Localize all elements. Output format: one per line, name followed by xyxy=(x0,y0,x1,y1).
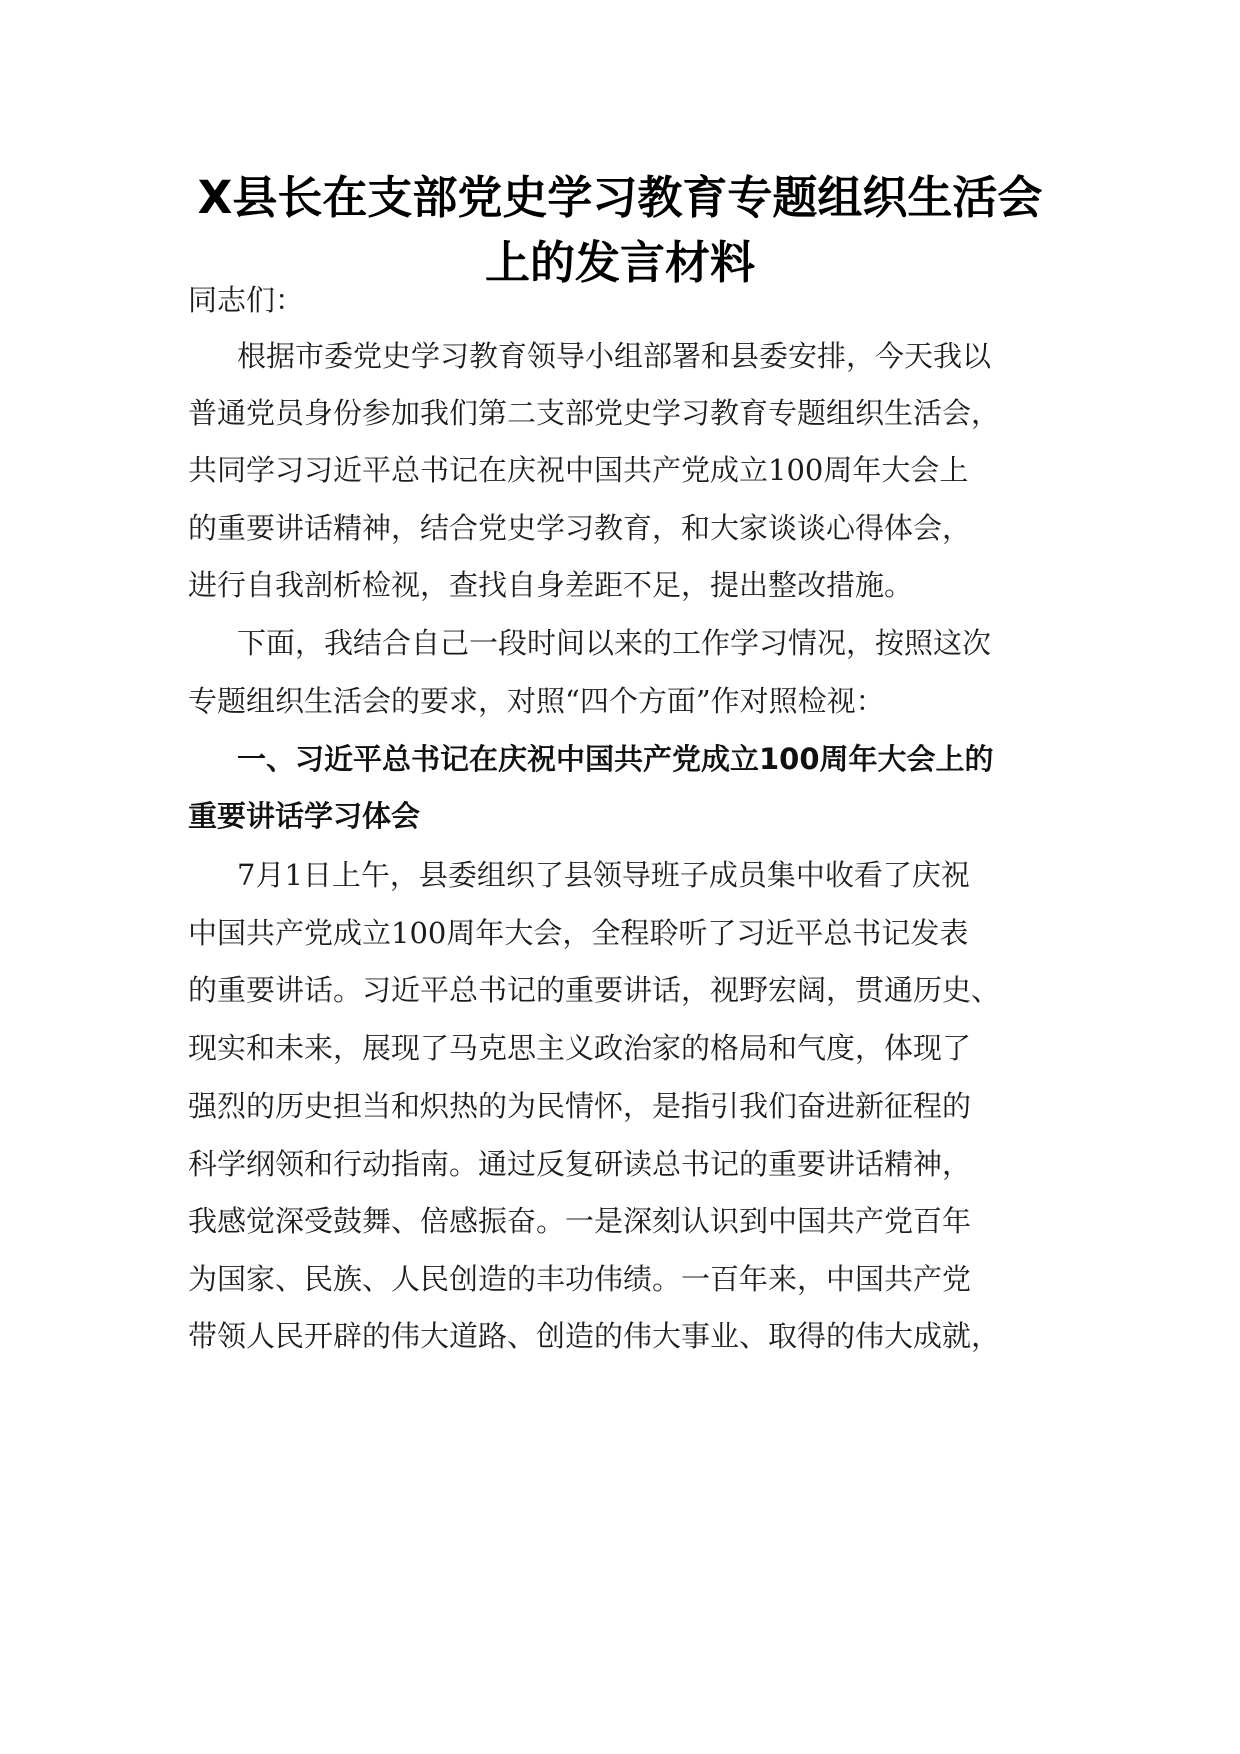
paragraph-2-line-1: 下面，我结合自己一段时间以来的工作学习情况，按照这次 xyxy=(237,626,992,660)
salutation: 同志们： xyxy=(188,283,305,317)
paragraph-3-line-1: 7月1日上午，县委组织了县领导班子成员集中收看了庆祝 xyxy=(237,858,970,892)
paragraph-1-line-1: 根据市委党史学习教育领导小组部署和县委安排，今天我以 xyxy=(237,339,992,373)
paragraph-1-line-5: 进行自我剖析检视，查找自身差距不足，提出整改措施。 xyxy=(188,568,914,602)
paragraph-3-line-3: 的重要讲话。习近平总书记的重要讲话，视野宏阔，贯通历史、 xyxy=(188,973,1001,1007)
paragraph-3-line-5: 强烈的历史担当和炽热的为民情怀，是指引我们奋进新征程的 xyxy=(188,1089,972,1123)
paragraph-3-line-7: 我感觉深受鼓舞、倍感振奋。一是深刻认识到中国共产党百年 xyxy=(188,1204,972,1238)
document-title-line-2: 上的发言材料 xyxy=(484,236,755,289)
document-title-line-1: X县长在支部党史学习教育专题组织生活会 xyxy=(197,171,1043,224)
paragraph-3-line-2: 中国共产党成立100周年大会，全程聆听了习近平总书记发表 xyxy=(188,916,969,950)
paragraph-3-line-6: 科学纲领和行动指南。通过反复研读总书记的重要讲话精神， xyxy=(188,1147,972,1181)
paragraph-3-line-4: 现实和未来，展现了马克思主义政治家的格局和气度，体现了 xyxy=(188,1031,972,1065)
paragraph-1-line-3: 共同学习习近平总书记在庆祝中国共产党成立100周年大会上 xyxy=(188,453,969,487)
section-heading-1-line-1: 一、习近平总书记在庆祝中国共产党成立100周年大会上的 xyxy=(237,742,994,776)
paragraph-3-line-9: 带领人民开辟的伟大道路、创造的伟大事业、取得的伟大成就， xyxy=(188,1319,1001,1353)
paragraph-2-line-2: 专题组织生活会的要求，对照“四个方面”作对照检视： xyxy=(188,684,885,718)
section-heading-1-line-2: 重要讲话学习体会 xyxy=(188,799,421,833)
paragraph-1-line-2: 普通党员身份参加我们第二支部党史学习教育专题组织生活会， xyxy=(188,396,1001,430)
paragraph-1-line-4: 的重要讲话精神，结合党史学习教育，和大家谈谈心得体会， xyxy=(188,511,972,545)
paragraph-3-line-8: 为国家、民族、人民创造的丰功伟绩。一百年来，中国共产党 xyxy=(188,1262,972,1296)
